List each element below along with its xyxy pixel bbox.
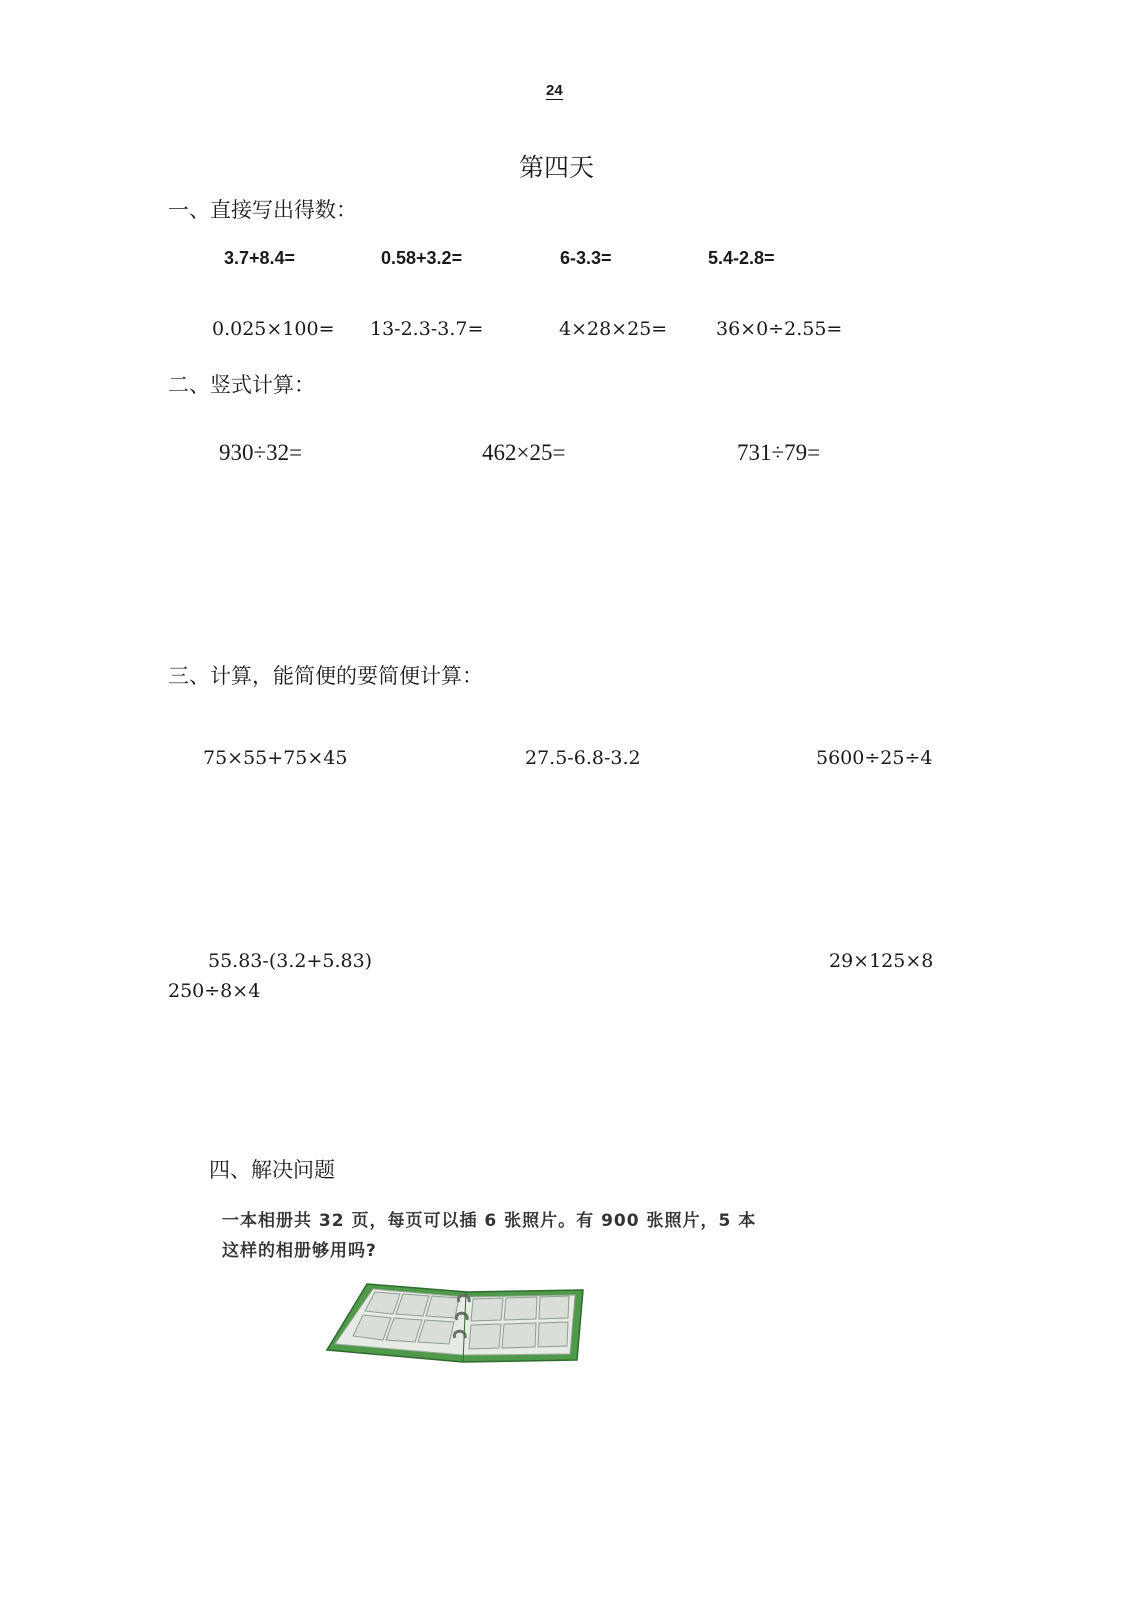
simplify-calc-4: 55.83-(3.2+5.83) [208,950,373,972]
section1-heading: 一、直接写出得数： [168,198,357,222]
vertical-calc-2: 462×25= [482,440,566,465]
simplify-calc-2: 27.5-6.8-3.2 [525,747,641,769]
photo-album-icon [325,1280,587,1370]
section3-heading: 三、计算，能简便的要简便计算： [168,664,483,688]
problem-text-line1: 一本相册共 32 页，每页可以插 6 张照片。有 900 张照片，5 本 [222,1211,757,1231]
oral-calc-5: 0.025×100= [212,318,335,340]
section2-heading: 二、竖式计算： [168,373,315,397]
vertical-calc-1: 930÷32= [219,440,303,465]
problem-text-line2: 这样的相册够用吗? [222,1241,377,1261]
simplify-calc-3: 5600÷25÷4 [816,747,933,769]
page-number: 24 [546,82,563,99]
oral-calc-4: 5.4-2.8= [708,248,775,268]
page-title: 第四天 [519,153,595,182]
section4-heading: 四、解决问题 [209,1158,335,1182]
oral-calc-6: 13-2.3-3.7= [370,318,484,340]
simplify-calc-6: 250÷8×4 [168,980,261,1002]
vertical-calc-3: 731÷79= [737,440,821,465]
oral-calc-7: 4×28×25= [559,318,668,340]
oral-calc-8: 36×0÷2.55= [716,318,843,340]
simplify-calc-1: 75×55+75×45 [203,747,348,769]
oral-calc-2: 0.58+3.2= [381,248,463,268]
oral-calc-3: 6-3.3= [560,248,612,268]
oral-calc-1: 3.7+8.4= [224,248,296,268]
simplify-calc-5: 29×125×8 [829,950,934,972]
